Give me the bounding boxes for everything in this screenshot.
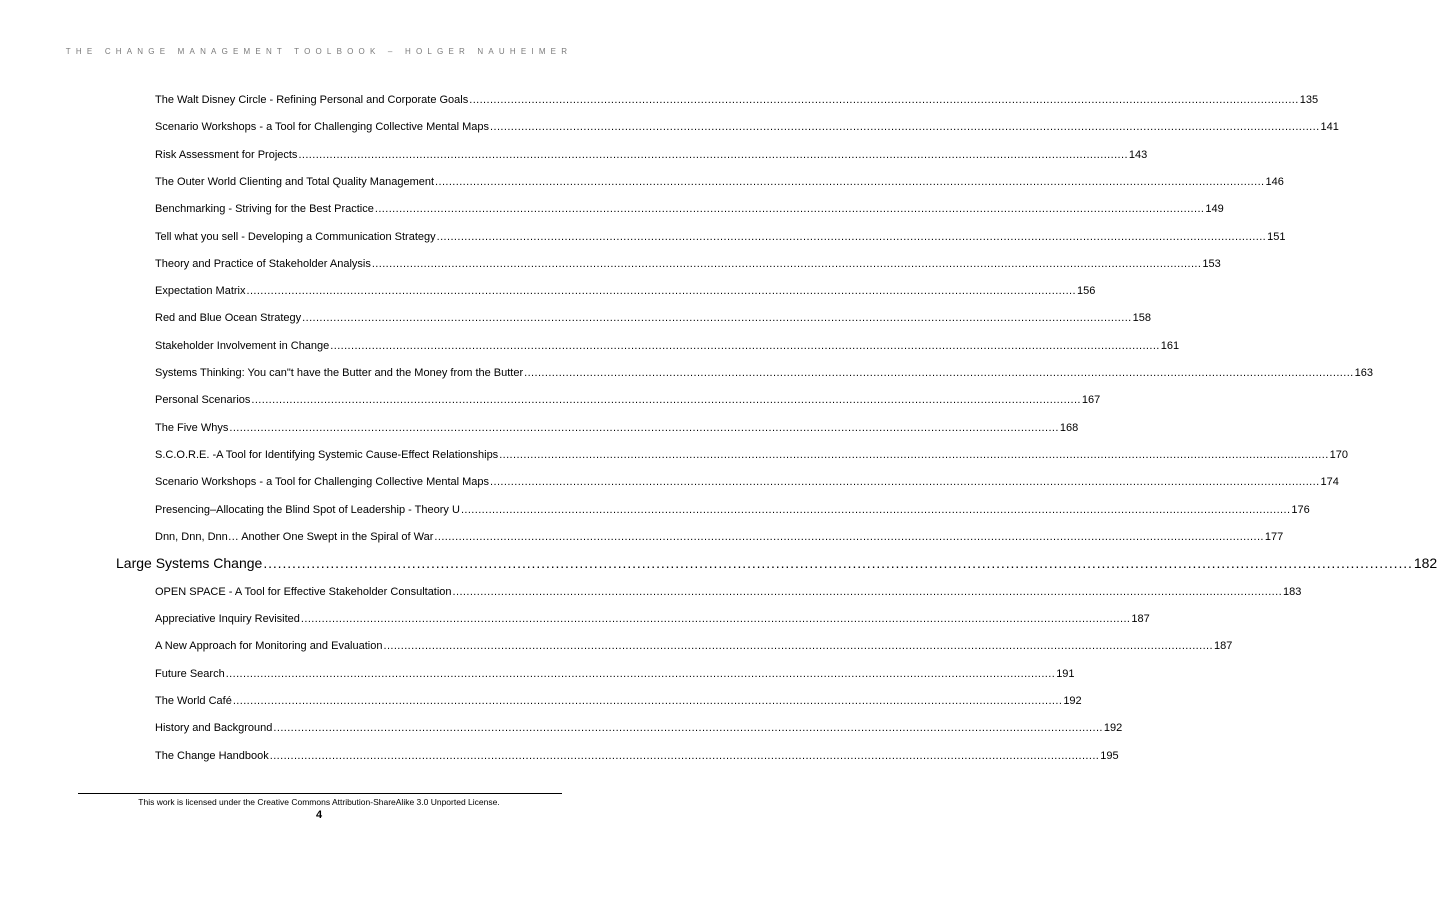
footer-divider: [78, 793, 562, 794]
toc-entry[interactable]: [155, 421, 1079, 434]
toc-entry[interactable]: [155, 312, 1151, 325]
toc-leader: ................................................................................................................................................................................................................................................: [269, 749, 1100, 762]
toc-leader: ................................................................................................................................................................................................................................................: [383, 640, 1213, 653]
toc-leader: ................................................................................................................................................................................................................................................: [300, 613, 1131, 625]
toc-entry-page: 135: [1299, 94, 1319, 106]
toc-leader: ................................................................................................................................................................................................................................................: [232, 694, 1063, 707]
toc-entry-page: 174: [1320, 476, 1339, 489]
toc-leader: ................................................................................................................................................................................................................................................: [436, 230, 1267, 243]
toc-leader: ................................................................................................................................................................................................................................................: [251, 394, 1081, 407]
toc-entry-title: Theory and Practice of Stakeholder Analysis: [155, 257, 371, 270]
toc-entry-title: Scenario Workshops - a Tool for Challenging Collective Mental Maps: [155, 121, 490, 134]
toc-leader: ................................................................................................................................................................................................................................................: [490, 121, 1320, 134]
toc-entry-page: 187: [1213, 640, 1233, 653]
toc-entry[interactable]: [155, 394, 1101, 407]
toc-entry-page: 195: [1100, 749, 1119, 762]
toc-entry-title: Stakeholder Involvement in Change: [155, 339, 330, 352]
toc-leader: ................................................................................................................................................................................................................................................: [298, 148, 1128, 161]
toc-entry-page: 156: [1076, 285, 1096, 298]
toc-entry-title: OPEN SPACE - A Tool for Effective Stakeholder Consultation: [155, 585, 452, 598]
toc-section-page: 182: [1413, 555, 1437, 571]
toc-entry[interactable]: [155, 585, 1302, 598]
toc-entry[interactable]: [155, 203, 1224, 216]
toc-entry-title: The Five Whys: [155, 421, 229, 434]
toc-entry-page: 176: [1291, 503, 1310, 516]
toc-entry-page: 141: [1320, 121, 1339, 134]
toc-entry-page: 161: [1160, 339, 1180, 352]
toc-entry-page: 143: [1128, 148, 1148, 161]
toc-entry-title: Tell what you sell - Developing a Communication Strategy: [155, 230, 436, 243]
toc-leader: ................................................................................................................................................................................................................................................: [225, 667, 1056, 680]
toc-entry-page: 146: [1265, 175, 1284, 188]
toc-entry-title: The Walt Disney Circle - Refining Personal and Corporate Goals: [155, 94, 469, 106]
toc-entry[interactable]: [155, 448, 1349, 461]
toc-entry-page: 187: [1131, 613, 1150, 625]
license-notice: This work is licensed under the Creative Commons Attribution-ShareAlike 3.0 Unported License.: [138, 797, 500, 807]
toc-section-entry[interactable]: [116, 555, 1437, 571]
toc-entry-page: 167: [1081, 394, 1101, 407]
toc-entry[interactable]: [155, 285, 1096, 298]
toc-entry-page: 149: [1205, 203, 1224, 216]
toc-entry[interactable]: [155, 722, 1123, 735]
toc-entry[interactable]: [155, 476, 1339, 489]
toc-entry-title: Systems Thinking: You can"t have the Butter and the Money from the Butter: [155, 367, 524, 379]
toc-leader: ................................................................................................................................................................................................................................................: [229, 421, 1059, 434]
toc-entry-page: 153: [1202, 257, 1221, 270]
toc-entry[interactable]: [155, 175, 1284, 188]
toc-entry-title: Risk Assessment for Projects: [155, 148, 298, 161]
toc-entry-page: 151: [1267, 230, 1286, 243]
toc-leader: ................................................................................................................................................................................................................................................: [499, 448, 1329, 461]
toc-entry-page: 191: [1056, 667, 1075, 680]
toc-entry-title: Dnn, Dnn, Dnn… Another One Swept in the Spiral of War: [155, 530, 434, 543]
toc-leader: ................................................................................................................................................................................................................................................: [246, 285, 1076, 298]
toc-leader: ................................................................................................................................................................................................................................................: [469, 94, 1299, 106]
toc-entry[interactable]: [155, 694, 1082, 707]
toc-entry[interactable]: [155, 667, 1075, 680]
toc-entry-page: 168: [1059, 421, 1079, 434]
toc-entry-title: Personal Scenarios: [155, 394, 251, 407]
toc-entry[interactable]: [155, 339, 1180, 352]
page-number: 4: [315, 809, 323, 821]
toc-entry-page: 192: [1103, 722, 1123, 735]
toc-entry[interactable]: [155, 148, 1148, 161]
toc-entry-title: S.C.O.R.E. -A Tool for Identifying Systemic Cause-Effect Relationships: [155, 448, 499, 461]
running-header: THE CHANGE MANAGEMENT TOOLBOOK – HOLGER NAUHEIMER: [65, 47, 573, 56]
toc-entry-title: A New Approach for Monitoring and Evaluation: [155, 640, 383, 653]
toc-entry-title: The World Café: [155, 694, 232, 707]
toc-entry-title: Presencing–Allocating the Blind Spot of Leadership - Theory U: [155, 503, 460, 516]
toc-entry-page: 170: [1329, 448, 1349, 461]
toc-entry-title: The Change Handbook: [155, 749, 269, 762]
toc-leader: ................................................................................................................................................................................................................................................: [490, 476, 1320, 489]
toc-entry-title: Scenario Workshops - a Tool for Challenging Collective Mental Maps: [155, 476, 490, 489]
toc-entry-page: 158: [1132, 312, 1151, 325]
toc-leader: ................................................................................................................................................................................................................................................: [302, 312, 1132, 325]
toc-entry-page: 192: [1063, 694, 1082, 707]
toc-entry-title: Expectation Matrix: [155, 285, 246, 298]
toc-leader: ................................................................................................................................................................................................................................................: [452, 585, 1283, 598]
toc-entry-title: Appreciative Inquiry Revisited: [155, 613, 300, 625]
toc-entry-page: 177: [1264, 530, 1284, 543]
toc-leader: ................................................................................................................................................................................................................................................: [460, 503, 1291, 516]
toc-leader: ................................................................................................................................................................................................................................................: [330, 339, 1160, 352]
toc-leader: ................................................................................................................................................................................................................................................: [435, 175, 1265, 188]
toc-leader: ................................................................................................................................................................................................................................................: [374, 203, 1205, 216]
toc-leader: ................................................................................................................................................................................................................................................: [263, 555, 1413, 571]
toc-entry-title: History and Background: [155, 722, 273, 735]
toc-entry[interactable]: [155, 257, 1221, 270]
toc-leader: ................................................................................................................................................................................................................................................: [434, 530, 1264, 543]
toc-entry[interactable]: [155, 530, 1284, 543]
toc-entry[interactable]: [155, 121, 1339, 134]
toc-entry-page: 163: [1354, 367, 1373, 379]
toc-entry-title: Benchmarking - Striving for the Best Practice: [155, 203, 374, 216]
toc-section-title: Large Systems Change: [116, 555, 263, 571]
toc-entry-page: 183: [1283, 585, 1302, 598]
toc-entry[interactable]: [155, 503, 1310, 516]
toc-entry[interactable]: [155, 94, 1319, 106]
toc-entry-title: Red and Blue Ocean Strategy: [155, 312, 302, 325]
toc-entry[interactable]: [155, 613, 1150, 625]
toc-leader: ................................................................................................................................................................................................................................................: [273, 722, 1103, 735]
toc-entry[interactable]: [155, 749, 1119, 762]
toc-leader: ................................................................................................................................................................................................................................................: [371, 257, 1202, 270]
toc-entry[interactable]: [155, 640, 1233, 653]
toc-entry-title: The Outer World Clienting and Total Quality Management: [155, 175, 435, 188]
toc-leader: ................................................................................................................................................................................................................................................: [524, 367, 1354, 379]
toc-entry[interactable]: [155, 230, 1286, 243]
toc-entry-title: Future Search: [155, 667, 225, 680]
toc-entry[interactable]: [155, 367, 1373, 379]
